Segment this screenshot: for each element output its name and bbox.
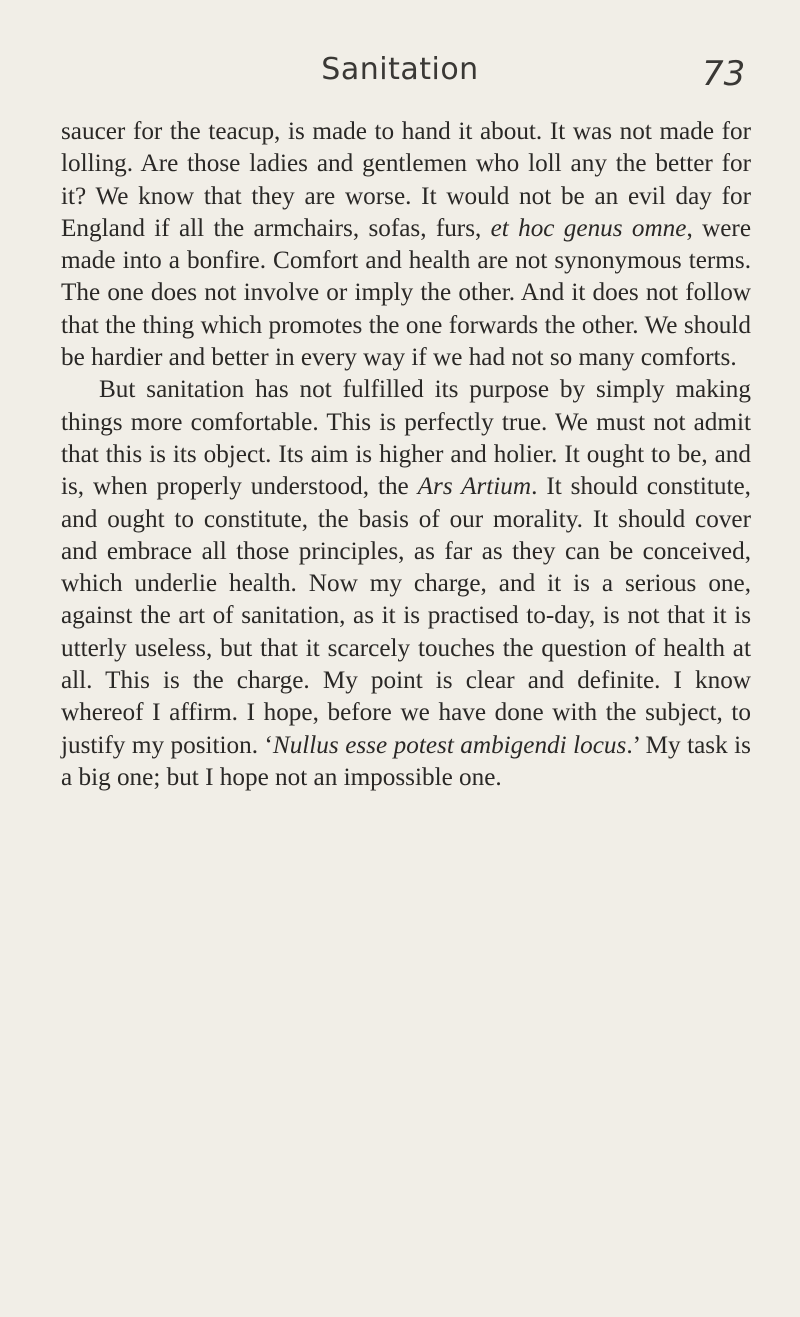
text-segment: . It should constitute, and ought to constitute, the basis of our morality. It should cover and embrace all those principles, as far as they can be conceived, which underlie health. Now my charge, and it is a serious one, against the art of sanitation, as it is practised to-day, is not that it is utterly useless, but that it scarcely touches the question of health at all. This is the charge. My point is clear and definite. I know whereof I affirm. I hope, before we have done with the subject, to justify my position. ‘	[61, 473, 751, 759]
body-text	[61, 116, 751, 794]
text-segment: But sanitation has not fulfilled its purpose by simply making things more comfortable. This is perfectly true. We must not admit that this is its object. Its aim is higher and holier. It ought to be, and is, when properly understood, the	[61, 376, 751, 501]
text-segment: , were made into a bonfire. Comfort and health are not synonymous terms. The one does not involve or imply the other. And it does not follow that the thing which promotes the one forwards the other. We should be hardier and better in every way if we had not so many comforts.	[61, 214, 752, 372]
latin-phrase: Nullus esse potest ambigendi locus	[272, 731, 627, 759]
running-title: Sanitation	[321, 52, 479, 87]
paragraph	[61, 374, 751, 794]
latin-phrase: Ars Artium	[417, 473, 532, 501]
text-segment: .’ My task is a big one; but I hope not an impossible one.	[61, 731, 751, 791]
running-head	[0, 52, 800, 100]
paragraph	[61, 116, 751, 374]
latin-phrase: et hoc genus omne	[490, 214, 687, 242]
text-segment: saucer for the teacup, is made to hand it about. It was not made for lolling. Are those ladies and gentlemen who loll any the better for it? We know that they are worse. It would not be an evil day for England if all the armchairs, sofas, furs,	[61, 118, 751, 242]
page-number: 73	[702, 54, 746, 94]
